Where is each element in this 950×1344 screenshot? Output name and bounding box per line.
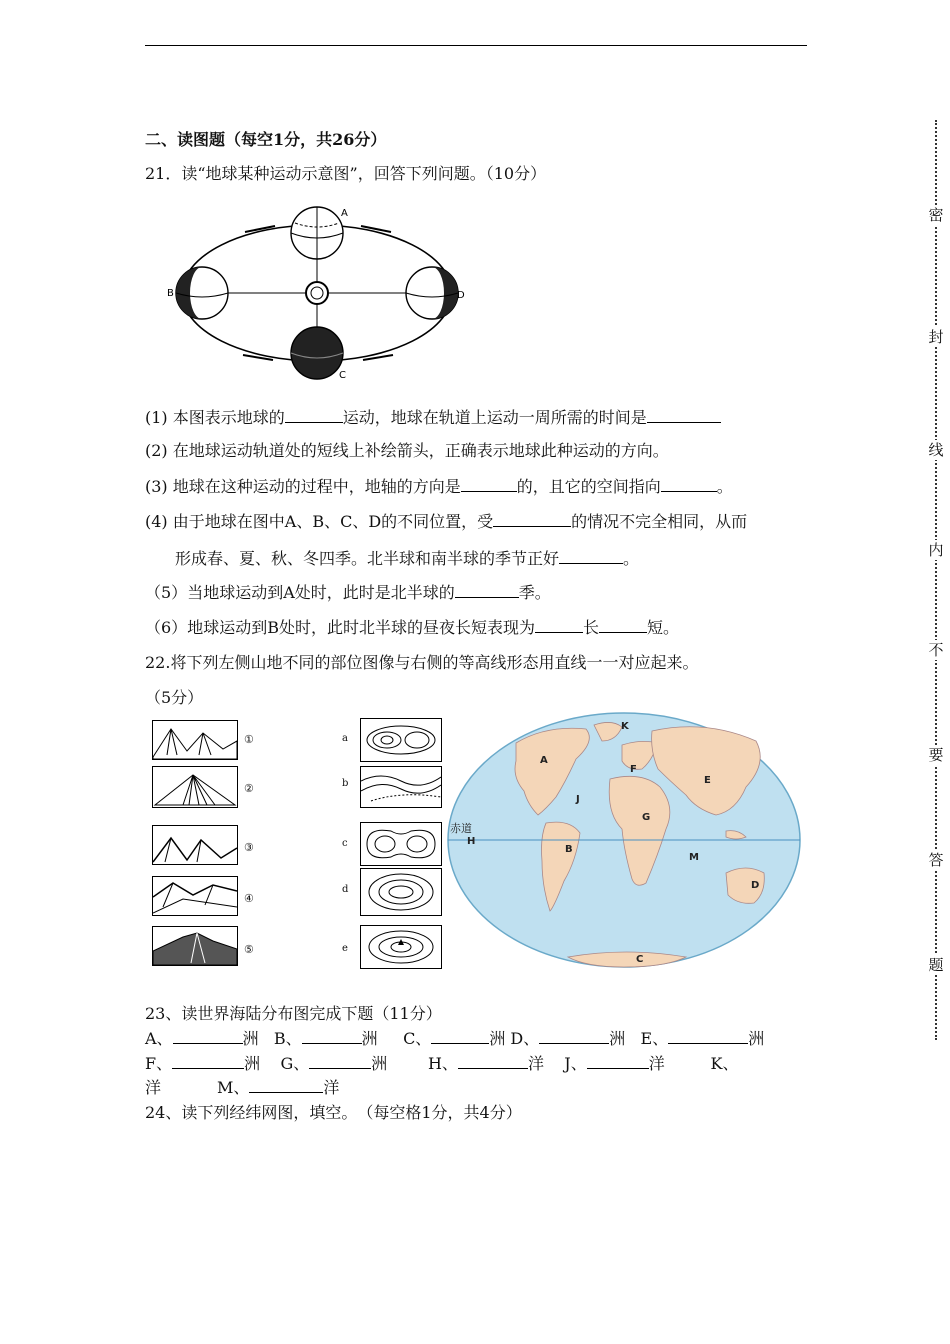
answer-blank[interactable] [172, 1054, 244, 1069]
q21-item-6: （6）地球运动到B处时，此时北半球的昼夜长短表现为 长 短。 [145, 618, 679, 637]
seal-char: 要 [926, 745, 946, 765]
mountain-image-1 [152, 720, 238, 760]
label-c: C [339, 370, 346, 381]
letter-e: e [342, 943, 348, 954]
seal-char: 答 [926, 850, 946, 870]
map-label-a: A [540, 755, 548, 766]
map-label-e: E [704, 775, 711, 786]
q23-title: 23、读世界海陆分布图完成下题（11分） [145, 1004, 442, 1023]
answer-blank[interactable] [455, 583, 519, 598]
map-label-k: K [621, 721, 629, 732]
letter-c: c [342, 838, 348, 849]
section-title: 二、读图题（每空1分，共26分） [145, 130, 387, 149]
q23-row-2: F、 洲 G、 洲 H、 洋 J、 洋 K、 [145, 1054, 739, 1073]
answer-blank[interactable] [661, 477, 717, 492]
q21-item-4-cont: 形成春、夏、秋、冬四季。北半球和南半球的季节正好 。 [175, 549, 640, 568]
seal-char: 密 [926, 205, 946, 225]
answer-blank[interactable] [647, 408, 721, 423]
answer-blank[interactable] [587, 1054, 649, 1069]
q21-item-1: (1) 本图表示地球的 运动，地球在轨道上运动一周所需的时间是 [145, 405, 721, 428]
map-label-m: M [689, 852, 699, 863]
answer-blank[interactable] [285, 408, 343, 423]
label-b: B [167, 288, 174, 299]
q23-row-3: 洋 M、 洋 [145, 1078, 340, 1097]
answer-blank[interactable] [493, 512, 571, 527]
contour-image-e [360, 925, 442, 969]
q22-score: （5分） [145, 688, 204, 707]
answer-blank[interactable] [458, 1054, 528, 1069]
map-label-f: F [630, 764, 637, 775]
answer-blank[interactable] [173, 1029, 243, 1044]
circled-4: ④ [244, 892, 254, 905]
circled-5: ⑤ [244, 943, 254, 956]
q21-title: 21．读“地球某种运动示意图”，回答下列问题。（10分） [145, 164, 547, 183]
answer-blank[interactable] [309, 1054, 371, 1069]
mountain-image-2 [152, 766, 238, 808]
q21-item-2: (2) 在地球运动轨道处的短线上补绘箭头，正确表示地球此种运动的方向。 [145, 441, 669, 460]
world-map [446, 711, 802, 969]
letter-d: d [342, 884, 349, 895]
contour-image-c [360, 822, 442, 866]
seal-char: 题 [926, 955, 946, 975]
seal-char: 线 [926, 440, 946, 460]
equator-label: 赤道 [450, 822, 472, 835]
answer-blank[interactable] [668, 1029, 748, 1044]
answer-blank[interactable] [431, 1029, 489, 1044]
q22-title: 22.将下列左侧山地不同的部位图像与右侧的等高线形态用直线一一对应起来。 [145, 653, 699, 672]
answer-blank[interactable] [599, 618, 647, 633]
contour-image-d [360, 868, 442, 916]
seal-char: 不 [926, 640, 946, 660]
q21-item-5: （5）当地球运动到A处时，此时是北半球的 季。 [145, 583, 551, 602]
mountain-image-5 [152, 926, 238, 966]
letter-b: b [342, 778, 349, 789]
map-label-g: G [642, 812, 651, 823]
map-label-b: B [565, 844, 573, 855]
answer-blank[interactable] [535, 618, 583, 633]
map-label-j: J [576, 794, 580, 805]
answer-blank[interactable] [559, 549, 623, 564]
contour-image-a [360, 718, 442, 762]
letter-a: a [342, 733, 348, 744]
earth-orbit-diagram [165, 198, 475, 388]
seal-line [935, 120, 937, 1040]
q24-title: 24、读下列经纬网图，填空。 （每空格1分，共4分） [145, 1103, 522, 1122]
map-label-h: H [467, 836, 476, 847]
answer-blank[interactable] [249, 1078, 323, 1093]
map-label-d: D [751, 880, 760, 891]
answer-blank[interactable] [461, 477, 517, 492]
answer-blank[interactable] [539, 1029, 609, 1044]
label-d: D [457, 290, 465, 301]
seal-char: 封 [926, 327, 946, 347]
contour-image-b [360, 766, 442, 808]
answer-blank[interactable] [302, 1029, 362, 1044]
circled-1: ① [244, 733, 254, 746]
q21-item-4: (4) 由于地球在图中A、B、C、D的不同位置，受 的情况不完全相同，从而 [145, 512, 748, 531]
circled-2: ② [244, 782, 254, 795]
circled-3: ③ [244, 841, 254, 854]
mountain-image-4 [152, 876, 238, 916]
q23-row-1: A、 洲 B、 洲 C、 洲 D、 洲 E、 洲 [145, 1029, 765, 1048]
map-label-c: C [636, 954, 644, 965]
seal-char: 内 [926, 540, 946, 560]
header-rule [145, 45, 807, 46]
label-a: A [341, 208, 348, 219]
q21-item-3: (3) 地球在这种运动的过程中，地轴的方向是 的，且它的空间指向 。 [145, 477, 733, 496]
mountain-image-3 [152, 825, 238, 865]
